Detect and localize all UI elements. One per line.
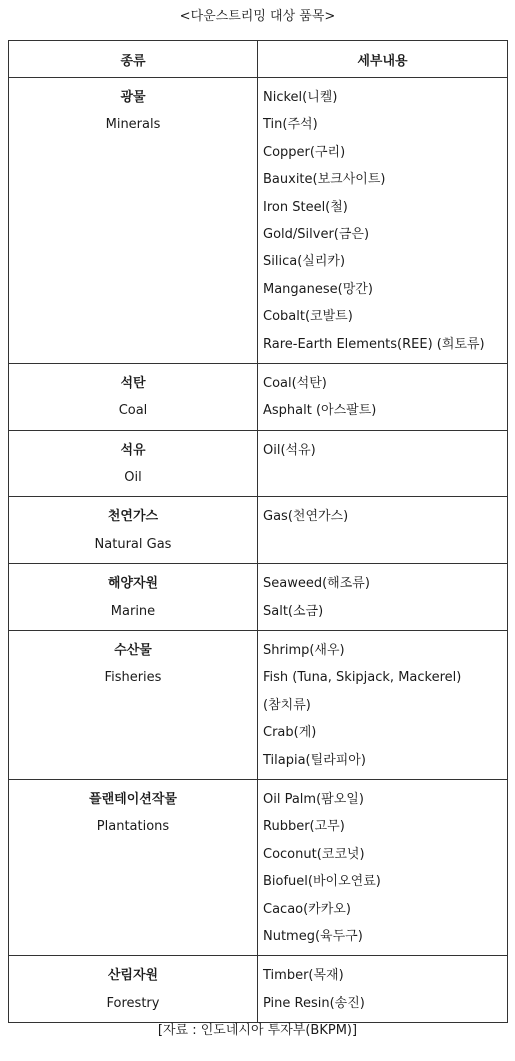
category-english: Oil: [124, 470, 142, 486]
detail-item: Cacao(카카오): [263, 901, 351, 917]
detail-item: Iron Steel(철): [263, 199, 348, 215]
detail-item: Nickel(니켈): [263, 90, 338, 105]
detail-item: Nutmeg(육두구): [263, 928, 363, 944]
category-english: Natural Gas: [94, 536, 172, 552]
category-cell: [9, 631, 258, 780]
category-korean: 산림자원: [107, 968, 159, 984]
category-korean: 광물: [120, 90, 146, 105]
detail-item: (참치류): [263, 697, 311, 713]
category-english: Plantations: [96, 819, 170, 835]
detail-item: Rare-Earth Elements(REE) (희토류): [263, 336, 485, 352]
detail-cell: [258, 779, 508, 955]
category-korean: 천연가스: [107, 509, 159, 525]
detail-cell: [258, 956, 508, 1023]
category-korean: 플랜테이션작물: [89, 791, 177, 807]
detail-item: Biofuel(바이오연료): [263, 874, 381, 890]
detail-item: Pine Resin(송진): [263, 995, 365, 1011]
detail-item: Oil Palm(팜오일): [263, 791, 364, 807]
table-row: [9, 779, 508, 955]
category-cell: [9, 779, 258, 955]
header-row: [9, 41, 508, 78]
detail-item: Tin(주석): [263, 117, 318, 133]
table-row: [9, 497, 508, 564]
detail-item: Salt(소금): [263, 603, 324, 619]
category-english: Fisheries: [104, 670, 162, 686]
detail-item: Timber(목재): [263, 968, 344, 984]
category-english: Forestry: [106, 995, 160, 1011]
table-title: <다운스트리밍 대상 품목>: [179, 9, 336, 24]
category-korean: 석탄: [120, 375, 146, 391]
table-row: [9, 564, 508, 631]
detail-item: Bauxite(보크사이트): [263, 172, 386, 188]
detail-item: Gold/Silver(금은): [263, 226, 370, 242]
category-cell: [9, 497, 258, 564]
detail-spacer: [263, 531, 507, 558]
detail-cell: [258, 363, 508, 430]
header-type: 종류: [9, 41, 258, 78]
table-body: [9, 78, 508, 1023]
downstream-items-table: [8, 40, 508, 1023]
detail-item: Coal(석탄): [263, 375, 327, 391]
detail-item: Copper(구리): [263, 144, 346, 160]
header-detail: 세부내용: [258, 41, 508, 78]
detail-item: Silica(실리카): [263, 254, 346, 270]
detail-item: Seaweed(해조류): [263, 576, 370, 592]
detail-item: Coconut(코코넛): [263, 846, 365, 862]
detail-item: Oil(석유): [263, 442, 316, 458]
detail-item: Asphalt (아스팔트): [263, 403, 377, 419]
category-cell: [9, 956, 258, 1023]
category-cell: [9, 363, 258, 430]
detail-cell: [258, 78, 508, 364]
category-english: Coal: [118, 403, 148, 419]
detail-cell: [258, 564, 508, 631]
table-row: [9, 78, 508, 364]
detail-cell: [258, 497, 508, 564]
detail-item: Fish (Tuna, Skipjack, Mackerel): [263, 670, 462, 686]
detail-item: Shrimp(새우): [263, 643, 345, 659]
detail-item: Rubber(고무): [263, 819, 345, 835]
detail-cell: [258, 430, 508, 497]
detail-item: Cobalt(코발트): [263, 309, 353, 325]
category-cell: [9, 430, 258, 497]
detail-item: Gas(천연가스): [263, 509, 349, 525]
detail-cell: [258, 631, 508, 780]
category-cell: [9, 78, 258, 364]
detail-item: Manganese(망간): [263, 281, 373, 297]
category-english: Minerals: [105, 117, 161, 133]
table-row: [9, 631, 508, 780]
category-korean: 해양자원: [107, 576, 159, 592]
table-row: [9, 956, 508, 1023]
category-cell: [9, 564, 258, 631]
source-note: [자료 : 인도네시아 투자부(BKPM)]: [157, 1023, 358, 1038]
table-row: [9, 430, 508, 497]
detail-item: Crab(게): [263, 725, 317, 741]
detail-spacer: [263, 464, 507, 491]
table-row: [9, 363, 508, 430]
category-korean: 석유: [120, 442, 146, 458]
category-korean: 수산물: [114, 643, 152, 659]
category-english: Marine: [110, 603, 156, 619]
detail-item: Tilapia(틸라피아): [263, 752, 366, 768]
